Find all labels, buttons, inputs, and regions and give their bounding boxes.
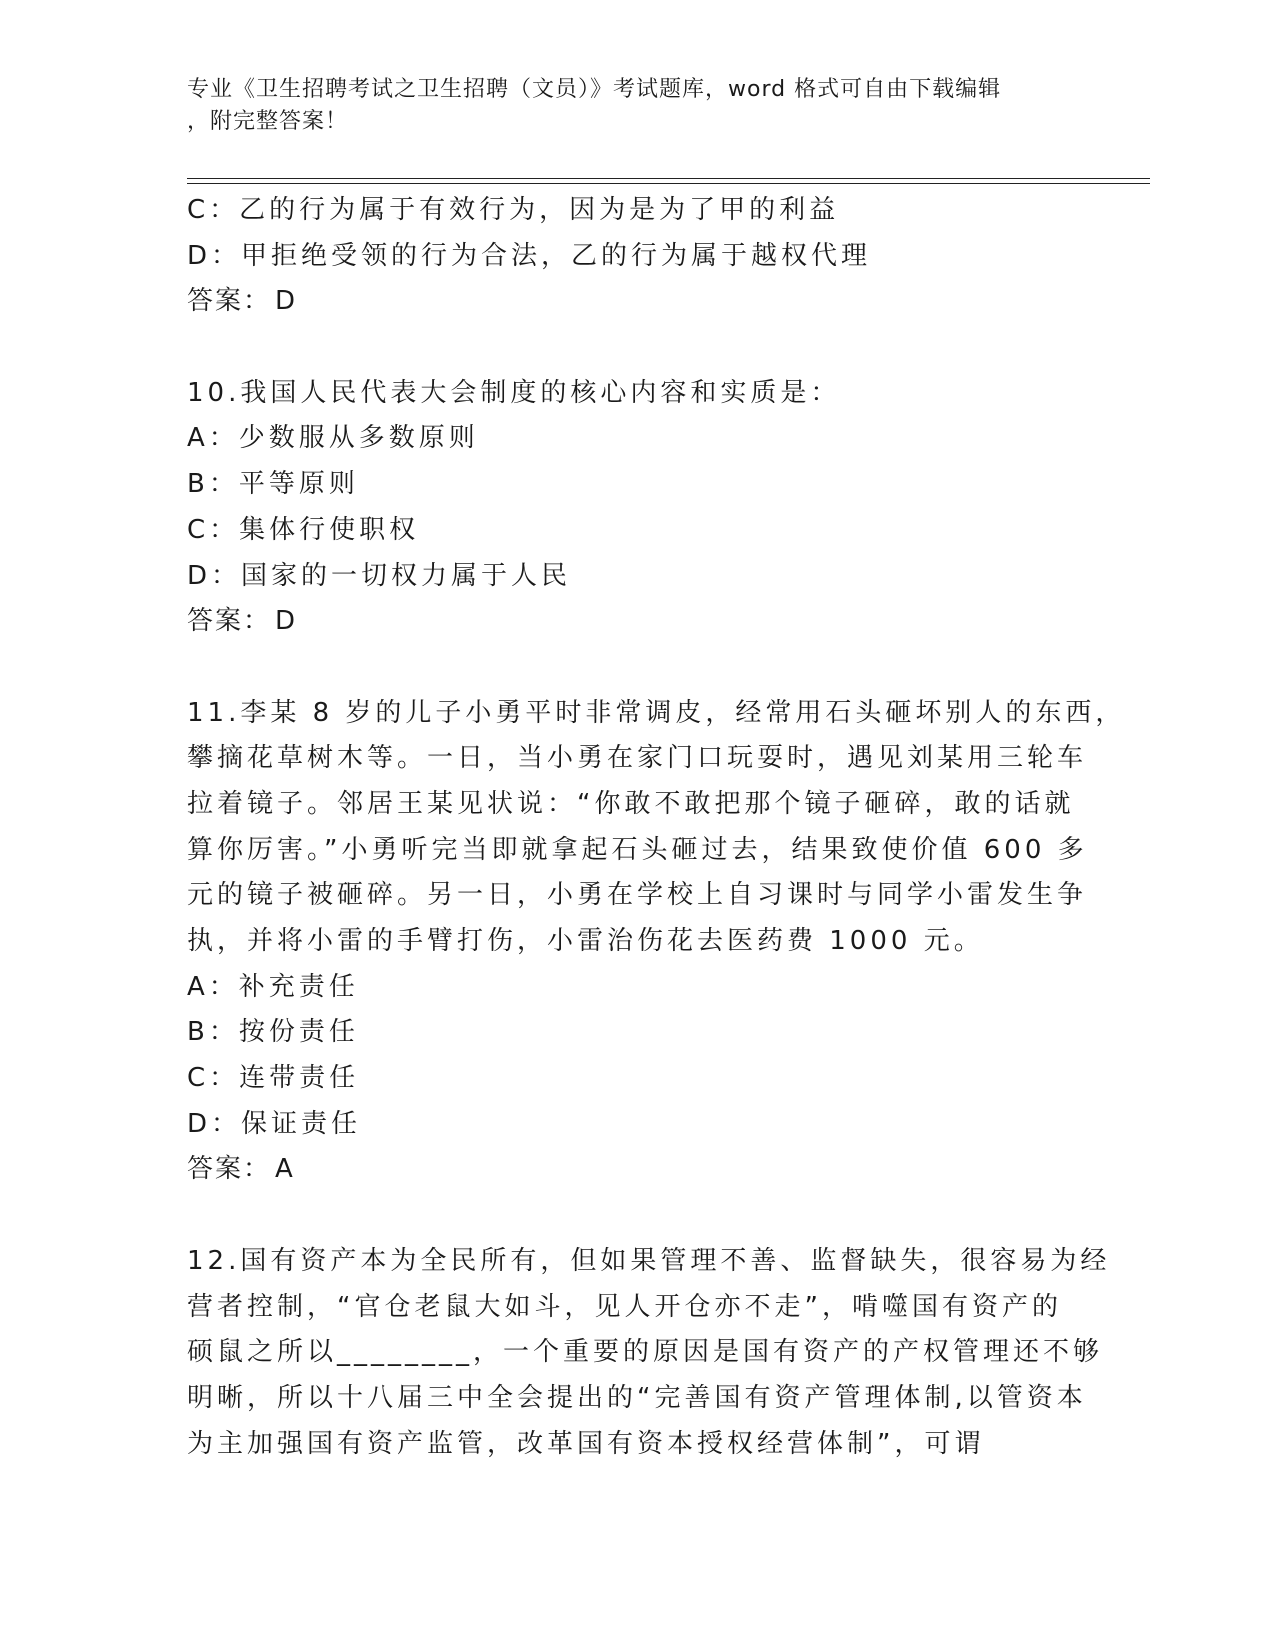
question-stem-line: 明晰，所以十八届三中全会提出的“完善国有资产管理体制,以管资本	[187, 1382, 1087, 1413]
question-list	[187, 188, 1126, 1467]
document-header	[187, 74, 1087, 138]
question-spacer	[187, 645, 1087, 691]
header-line-2: ，附完整答案！	[187, 109, 349, 134]
answer-label: 答案：	[187, 286, 272, 317]
answer-value: A	[275, 1154, 295, 1185]
answer-value: D	[275, 606, 298, 637]
answer-label: 答案：	[187, 606, 272, 637]
question-stem-line: 12.国有资产本为全民所有，但如果管理不善、监督缺失，很容易为经	[187, 1245, 1111, 1276]
header-divider-top	[187, 178, 1150, 179]
question-spacer	[187, 1193, 1087, 1239]
question-stem: 10.我国人民代表大会制度的核心内容和实质是：	[187, 377, 841, 408]
question-stem-line: 为主加强国有资产监管，改革国有资本授权经营体制”，可谓	[187, 1428, 985, 1459]
question-stem-line: 11.李某 8 岁的儿子小勇平时非常调皮，经常用石头砸坏别人的东西，	[187, 697, 1126, 728]
question-11	[187, 691, 1126, 1194]
answer-line	[187, 279, 1087, 325]
header-divider-bottom	[187, 183, 1150, 184]
question-12	[187, 1239, 1111, 1467]
option-c: C：连带责任	[187, 1063, 360, 1094]
answer-line	[187, 599, 1087, 645]
question-stem-line: 硕鼠之所以________，一个重要的原因是国有资产的产权管理还不够	[187, 1337, 1104, 1368]
option-b: B：平等原则	[187, 469, 359, 500]
question-spacer	[187, 325, 1087, 371]
option-d: D：国家的一切权力属于人民	[187, 560, 572, 591]
question-10	[187, 371, 1087, 645]
option-d: D：甲拒绝受领的行为合法，乙的行为属于越权代理	[187, 240, 872, 271]
option-c: C：集体行使职权	[187, 514, 420, 545]
option-a: A：补充责任	[187, 971, 359, 1002]
question-stem-line: 拉着镜子。邻居王某见状说：“你敢不敢把那个镜子砸碎，敢的话就	[187, 788, 1075, 819]
question-stem-line: 营者控制，“官仓老鼠大如斗，见人开仓亦不走”，啃噬国有资产的	[187, 1291, 1062, 1322]
question-stem-line: 元的镜子被砸碎。另一日，小勇在学校上自习课时与同学小雷发生争	[187, 880, 1088, 911]
option-b: B：按份责任	[187, 1017, 359, 1048]
option-d: D：保证责任	[187, 1108, 362, 1139]
question-9	[187, 188, 1087, 325]
header-line-1: 专业《卫生招聘考试之卫生招聘（文员）》考试题库，word 格式可自由下载编辑	[187, 77, 1002, 102]
question-stem-line: 算你厉害。”小勇听完当即就拿起石头砸过去，结果致使价值 600 多	[187, 834, 1088, 865]
answer-line	[187, 1147, 1087, 1193]
answer-value: D	[275, 286, 298, 317]
question-stem-line: 攀摘花草树木等。一日，当小勇在家门口玩耍时，遇见刘某用三轮车	[187, 743, 1088, 774]
option-c: C：乙的行为属于有效行为，因为是为了甲的利益	[187, 195, 840, 225]
option-a: A：少数服从多数原则	[187, 423, 479, 454]
answer-label: 答案：	[187, 1154, 272, 1185]
question-stem-line: 执，并将小雷的手臂打伤，小雷治伤花去医药费 1000 元。	[187, 926, 984, 956]
